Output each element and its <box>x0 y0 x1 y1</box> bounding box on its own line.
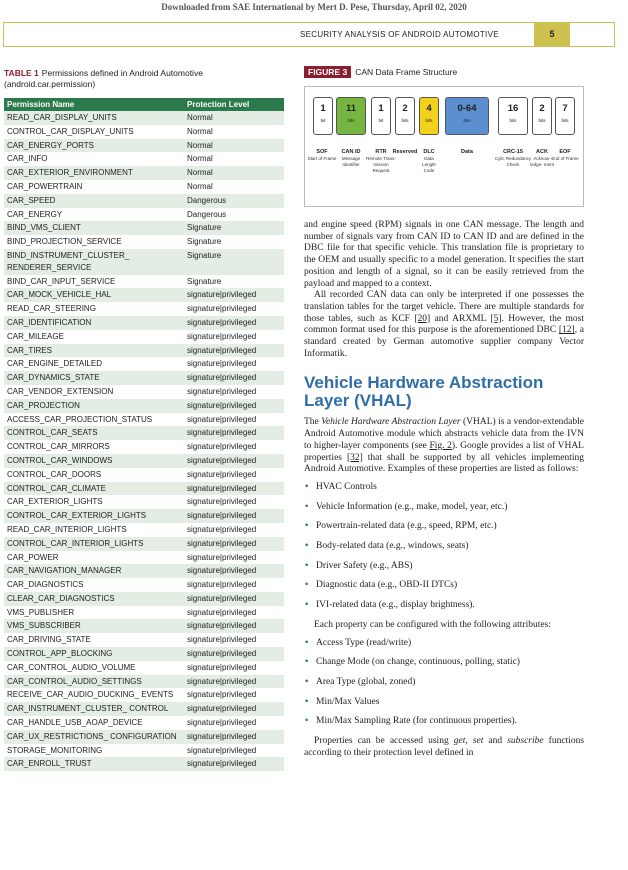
can-frame-diagram <box>304 86 584 207</box>
table-row <box>4 482 284 496</box>
table-row <box>4 592 284 606</box>
permission-name-cell: BIND_CAR_INPUT_SERVICE <box>4 275 184 289</box>
protection-level-cell: signature|privileged <box>184 357 284 371</box>
protection-level-cell: Normal <box>184 166 284 180</box>
text-span: (VHAL) is a vendor-extendable Android Automotive module which abstracts vehicle data from the IVN to higher-layer components (see <box>304 417 584 451</box>
list-item <box>304 600 584 612</box>
list-item-text: Powertrain-related data (e.g., speed, RPM, etc.) <box>316 521 497 532</box>
permission-name-cell: CAR_IDENTIFICATION <box>4 316 184 330</box>
bullet-icon: • <box>305 657 309 668</box>
can-field-name: CAN ID <box>341 149 361 155</box>
list-item-text: Diagnostic data (e.g., OBD-II DTCs) <box>316 580 458 591</box>
citation-link[interactable]: [12] <box>558 325 575 336</box>
text-column <box>304 220 584 760</box>
list-item <box>304 541 584 553</box>
protection-level-cell: signature|privileged <box>184 302 284 316</box>
can-field-description: Data Length Code <box>422 156 436 173</box>
table-row <box>4 139 284 153</box>
table-caption <box>4 68 274 90</box>
protection-level-cell: signature|privileged <box>184 316 284 330</box>
protection-level-cell: signature|privileged <box>184 468 284 482</box>
can-field-size: 16 <box>507 103 519 114</box>
permission-name-cell: CONTROL_APP_BLOCKING <box>4 647 184 661</box>
protection-level-cell: signature|privileged <box>184 344 284 358</box>
permission-name-cell: STORAGE_MONITORING <box>4 744 184 758</box>
table-body <box>4 111 284 771</box>
table-row <box>4 509 284 523</box>
text-span: that shall be supported by all vehicles implementing Android Automotive. Examples of these properties are listed as follows: <box>304 452 584 475</box>
paragraph-can-signals: and engine speed (RPM) signals in one CAN message. The length and number of signals vary from CAN ID to CAN ID and are defined in the DBC file for that specific vehicle. This translation file is proprietary to the OEM and usually specific to a model generation. It specifies the start position and length of a signal, so it can be easily retrieved from the payload and mapped to a context. <box>304 220 584 289</box>
permission-name-cell: CONTROL_CAR_DOORS <box>4 468 184 482</box>
table-row <box>4 647 284 661</box>
protection-level-cell: signature|privileged <box>184 482 284 496</box>
can-field-description: Remote Trans- mission Request <box>366 156 396 173</box>
emphasis-text: subscribe <box>507 736 544 747</box>
can-field-unit: bits <box>347 118 355 123</box>
can-field-unit: bits <box>463 118 471 123</box>
permission-name-cell: CAR_DIAGNOSTICS <box>4 578 184 592</box>
can-field-box <box>395 97 415 135</box>
table-row <box>4 716 284 730</box>
figure-caption-text: CAN Data Frame Structure <box>355 67 458 77</box>
can-field-box <box>532 97 552 135</box>
permission-name-cell: CAR_INFO <box>4 152 184 166</box>
protection-level-cell: signature|privileged <box>184 730 284 744</box>
bullet-icon: • <box>305 696 309 707</box>
can-field-description: Cylic Redundancy Check <box>494 156 532 167</box>
table-header-row <box>4 98 284 111</box>
permission-name-cell: CAR_ENERGY <box>4 208 184 222</box>
can-field-size: 2 <box>402 103 408 114</box>
protection-level-cell: Signature <box>184 249 284 275</box>
list-item <box>304 502 584 514</box>
can-field-box <box>419 97 439 135</box>
protection-level-cell: signature|privileged <box>184 675 284 689</box>
list-item <box>304 657 584 669</box>
protection-level-cell: signature|privileged <box>184 385 284 399</box>
text-span: , a standard created by German automotive supplier company Vector Informatik. <box>304 325 585 359</box>
can-field-unit: bits <box>538 118 546 123</box>
can-field-label <box>334 149 368 168</box>
permission-name-cell: BIND_PROJECTION_SERVICE <box>4 235 184 249</box>
table-row <box>4 468 284 482</box>
table-row <box>4 275 284 289</box>
permission-name-cell: CAR_POWERTRAIN <box>4 180 184 194</box>
vhal-property-examples-list <box>304 482 584 612</box>
can-field-size: 7 <box>562 103 568 114</box>
protection-level-cell: signature|privileged <box>184 551 284 565</box>
can-field-label <box>391 149 419 156</box>
section-heading-vhal: Vehicle Hardware Abstraction Layer (VHAL) <box>304 373 544 411</box>
list-item <box>304 677 584 689</box>
list-item <box>304 561 584 573</box>
paragraph-attributes: Each property can be configured with the following attributes: <box>314 619 551 630</box>
table-row <box>4 578 284 592</box>
protection-level-cell: signature|privileged <box>184 592 284 606</box>
permission-name-cell: CAR_PROJECTION <box>4 399 184 413</box>
permission-name-cell: CAR_DRIVING_STATE <box>4 633 184 647</box>
table-row <box>4 111 284 125</box>
permission-name-cell: CLEAR_CAR_DIAGNOSTICS <box>4 592 184 606</box>
protection-level-cell: Normal <box>184 180 284 194</box>
citation-link[interactable]: [5] <box>490 313 502 324</box>
protection-level-cell: signature|privileged <box>184 702 284 716</box>
permission-name-cell: CAR_VENDOR_EXTENSION <box>4 385 184 399</box>
protection-level-cell: Signature <box>184 235 284 249</box>
list-item <box>304 482 584 494</box>
text-span: ). Google provides a list of VHAL properties <box>304 440 584 463</box>
download-notice: Downloaded from SAE International by Mert D. Pese, Thursday, April 02, 2020 <box>161 2 467 12</box>
protection-level-cell: signature|privileged <box>184 509 284 523</box>
permission-name-cell: CAR_MILEAGE <box>4 330 184 344</box>
permission-name-cell: CAR_UX_RESTRICTIONS_ CONFIGURATION <box>4 730 184 744</box>
table-row <box>4 702 284 716</box>
table-row <box>4 249 284 275</box>
table-row <box>4 619 284 633</box>
protection-level-cell: signature|privileged <box>184 523 284 537</box>
list-item <box>304 697 584 709</box>
table-row <box>4 413 284 427</box>
permission-name-cell: CAR_POWER <box>4 551 184 565</box>
table-row <box>4 371 284 385</box>
bullet-icon: • <box>305 521 309 532</box>
permission-name-cell: CAR_ENERGY_PORTS <box>4 139 184 153</box>
figure-label: FIGURE 3 <box>304 66 351 78</box>
paragraph-translation-tables <box>304 290 584 360</box>
column-header-protection-level: Protection Level <box>184 98 284 111</box>
table-row <box>4 330 284 344</box>
permission-name-cell: CONTROL_CAR_SEATS <box>4 426 184 440</box>
table-row <box>4 194 284 208</box>
figure-link[interactable]: Fig. 2 <box>429 440 452 451</box>
protection-level-cell: signature|privileged <box>184 288 284 302</box>
list-item <box>304 716 584 728</box>
table-row <box>4 288 284 302</box>
table-row <box>4 180 284 194</box>
property-attributes-list <box>304 638 584 729</box>
can-field-box <box>555 97 575 135</box>
can-field-size: 1 <box>378 103 384 114</box>
table-row <box>4 152 284 166</box>
can-field-box <box>445 97 489 135</box>
can-field-name: RTR <box>375 149 387 155</box>
protection-level-cell: signature|privileged <box>184 371 284 385</box>
can-field-size: 1 <box>320 103 326 114</box>
permission-name-cell: VMS_PUBLISHER <box>4 606 184 620</box>
page-number: 5 <box>534 22 570 47</box>
list-item-text: Change Mode (on change, continuous, polling, static) <box>316 657 520 668</box>
running-head: SECURITY ANALYSIS OF ANDROID AUTOMOTIVE <box>300 30 499 39</box>
protection-level-cell: signature|privileged <box>184 757 284 771</box>
protection-level-cell: signature|privileged <box>184 399 284 413</box>
can-field-label <box>551 149 579 162</box>
permission-name-cell: CAR_HANDLE_USB_AOAP_DEVICE <box>4 716 184 730</box>
table-row <box>4 302 284 316</box>
table-row <box>4 564 284 578</box>
bullet-icon: • <box>305 637 309 648</box>
text-span: All recorded CAN data can only be interpreted if one possesses the translation tables for the target vehicle. There are multiple standards for those tables, such as KCF <box>304 290 584 324</box>
can-field-name: ACK <box>536 149 548 155</box>
can-field-box <box>313 97 333 135</box>
table-row <box>4 166 284 180</box>
can-field-name: DLC <box>423 149 435 155</box>
table-row <box>4 454 284 468</box>
can-field-unit: bit <box>320 118 326 123</box>
protection-level-cell: signature|privileged <box>184 578 284 592</box>
can-field-name: EOF <box>559 149 571 155</box>
can-field-size: 11 <box>345 103 357 114</box>
table-row <box>4 344 284 358</box>
table-row <box>4 221 284 235</box>
list-item-text: Area Type (global, zoned) <box>316 676 416 687</box>
permission-name-cell: CAR_ENROLL_TRUST <box>4 757 184 771</box>
can-field-size: 2 <box>539 103 545 114</box>
table-row <box>4 730 284 744</box>
can-field-description: End of Frame <box>551 156 579 161</box>
protection-level-cell: signature|privileged <box>184 606 284 620</box>
permission-name-cell: CONTROL_CAR_MIRRORS <box>4 440 184 454</box>
list-item <box>304 638 584 650</box>
protection-level-cell: signature|privileged <box>184 454 284 468</box>
permission-name-cell: CONTROL_CAR_INTERIOR_LIGHTS <box>4 537 184 551</box>
table-row <box>4 235 284 249</box>
bullet-icon: • <box>305 481 309 492</box>
can-field-box <box>336 97 366 135</box>
table-row <box>4 537 284 551</box>
permission-name-cell: CAR_ENGINE_DETAILED <box>4 357 184 371</box>
table-row <box>4 675 284 689</box>
protection-level-cell: Dangerous <box>184 194 284 208</box>
list-item <box>304 580 584 592</box>
bullet-icon: • <box>305 676 309 687</box>
text-span: . However, the most common format used for this purpose is the aforementioned DBC <box>304 313 584 336</box>
bullet-icon: • <box>305 580 309 591</box>
permission-name-cell: BIND_VMS_CLIENT <box>4 221 184 235</box>
can-field-description: Acknow- ledge- ment <box>530 156 554 167</box>
protection-level-cell: signature|privileged <box>184 440 284 454</box>
protection-level-cell: signature|privileged <box>184 495 284 509</box>
table-row <box>4 757 284 771</box>
protection-level-cell: signature|privileged <box>184 564 284 578</box>
list-item-text: Vehicle Information (e.g., make, model, year, etc.) <box>316 501 508 512</box>
can-field-unit: bits <box>425 118 433 123</box>
table-row <box>4 551 284 565</box>
list-item <box>304 521 584 533</box>
permission-name-cell: CONTROL_CAR_DISPLAY_UNITS <box>4 125 184 139</box>
can-field-box <box>498 97 528 135</box>
protection-level-cell: signature|privileged <box>184 688 284 702</box>
table-row <box>4 661 284 675</box>
bullet-icon: • <box>305 600 309 611</box>
text-span: and ARXML <box>430 313 491 324</box>
protection-level-cell: Signature <box>184 221 284 235</box>
can-field-box <box>371 97 391 135</box>
permission-name-cell: ACCESS_CAR_PROJECTION_STATUS <box>4 413 184 427</box>
protection-level-cell: Normal <box>184 152 284 166</box>
protection-level-cell: signature|privileged <box>184 633 284 647</box>
permission-name-cell: READ_CAR_STEERING <box>4 302 184 316</box>
permission-name-cell: CAR_EXTERIOR_LIGHTS <box>4 495 184 509</box>
list-item-text: Driver Safety (e.g., ABS) <box>316 560 413 571</box>
can-field-unit: bits <box>401 118 409 123</box>
can-field-name: Reserved <box>392 149 418 155</box>
list-item-text: HVAC Controls <box>316 481 377 492</box>
table-row <box>4 633 284 647</box>
permission-name-cell: VMS_SUBSCRIBER <box>4 619 184 633</box>
text-span: , <box>465 736 473 747</box>
list-item-text: Min/Max Values <box>316 696 380 707</box>
citation-link[interactable]: [20] <box>414 313 431 324</box>
protection-level-cell: signature|privileged <box>184 330 284 344</box>
permission-name-cell: CAR_INSTRUMENT_CLUSTER_ CONTROL <box>4 702 184 716</box>
permissions-table <box>4 98 284 771</box>
can-field-name: Data <box>461 149 473 155</box>
bullet-icon: • <box>305 560 309 571</box>
emphasis-text: get <box>453 736 466 747</box>
table-row <box>4 399 284 413</box>
paragraph-access <box>304 736 584 759</box>
paragraph-vhal-intro <box>304 417 584 476</box>
can-field-unit: bit <box>378 118 384 123</box>
can-field-size: 4 <box>426 103 432 114</box>
can-field-description: Start of Frame <box>307 156 337 161</box>
can-field-unit: bits <box>509 118 517 123</box>
protection-level-cell: signature|privileged <box>184 716 284 730</box>
protection-level-cell: signature|privileged <box>184 413 284 427</box>
permission-name-cell: CAR_CONTROL_AUDIO_VOLUME <box>4 661 184 675</box>
table-row <box>4 523 284 537</box>
table-row <box>4 744 284 758</box>
bullet-icon: • <box>305 716 309 727</box>
protection-level-cell: Signature <box>184 275 284 289</box>
table-label: TABLE 1 <box>4 68 39 78</box>
permission-name-cell: READ_CAR_DISPLAY_UNITS <box>4 111 184 125</box>
permission-name-cell: RECEIVE_CAR_AUDIO_DUCKING_ EVENTS <box>4 688 184 702</box>
protection-level-cell: signature|privileged <box>184 744 284 758</box>
emphasis-text: set <box>472 736 484 747</box>
text-span: The <box>304 417 322 428</box>
protection-level-cell: Normal <box>184 111 284 125</box>
protection-level-cell: signature|privileged <box>184 647 284 661</box>
table-row <box>4 606 284 620</box>
table-row <box>4 385 284 399</box>
permission-name-cell: CAR_NAVIGATION_MANAGER <box>4 564 184 578</box>
permission-name-cell: CONTROL_CAR_CLIMATE <box>4 482 184 496</box>
permission-name-cell: CAR_CONTROL_AUDIO_SETTINGS <box>4 675 184 689</box>
table-row <box>4 495 284 509</box>
table-row <box>4 208 284 222</box>
text-span: functions according to their protection level defined in <box>304 736 585 758</box>
protection-level-cell: Normal <box>184 139 284 153</box>
table-row <box>4 316 284 330</box>
can-field-unit: bits <box>561 118 569 123</box>
citation-link[interactable]: [32] <box>346 452 363 463</box>
list-item-text: Body-related data (e.g., windows, seats) <box>316 541 469 552</box>
can-field-description: Message Identifier <box>341 156 361 167</box>
can-field-size: 0-64 <box>457 103 477 114</box>
protection-level-cell: signature|privileged <box>184 661 284 675</box>
column-header-permission-name: Permission Name <box>4 98 184 111</box>
can-field-name: SOF <box>316 149 328 155</box>
table-row <box>4 440 284 454</box>
table-row <box>4 125 284 139</box>
table-row <box>4 357 284 371</box>
table-row <box>4 688 284 702</box>
bullet-icon: • <box>305 541 309 552</box>
list-item-text: Min/Max Sampling Rate (for continuous properties). <box>316 716 518 727</box>
text-span: Properties can be accessed using <box>314 736 454 747</box>
can-field-name: CRC-15 <box>503 149 523 155</box>
permission-name-cell: CONTROL_CAR_EXTERIOR_LIGHTS <box>4 509 184 523</box>
permission-name-cell: CAR_EXTERIOR_ENVIRONMENT <box>4 166 184 180</box>
protection-level-cell: Dangerous <box>184 208 284 222</box>
bullet-icon: • <box>305 501 309 512</box>
list-item-text: IVI-related data (e.g., display brightness). <box>316 600 475 611</box>
list-item-text: Access Type (read/write) <box>316 637 412 648</box>
protection-level-cell: signature|privileged <box>184 426 284 440</box>
permission-name-cell: CONTROL_CAR_WINDOWS <box>4 454 184 468</box>
protection-level-cell: Normal <box>184 125 284 139</box>
permission-name-cell: CAR_SPEED <box>4 194 184 208</box>
can-field-label <box>417 149 441 174</box>
permission-name-cell: BIND_INSTRUMENT_CLUSTER_ RENDERER_SERVICE <box>4 249 184 275</box>
permission-name-cell: CAR_TIRES <box>4 344 184 358</box>
permission-name-cell: CAR_DYNAMICS_STATE <box>4 371 184 385</box>
table-caption-text: Permissions defined in Android Automotive (android.car.permission) <box>4 68 203 89</box>
figure-caption <box>304 67 457 77</box>
can-field-label <box>307 149 337 162</box>
permission-name-cell: CAR_MOCK_VEHICLE_HAL <box>4 288 184 302</box>
protection-level-cell: signature|privileged <box>184 537 284 551</box>
can-field-label <box>452 149 482 156</box>
table-row <box>4 426 284 440</box>
permission-name-cell: READ_CAR_INTERIOR_LIGHTS <box>4 523 184 537</box>
protection-level-cell: signature|privileged <box>184 619 284 633</box>
emphasis-text: Vehicle Hardware Abstraction Layer <box>321 417 461 428</box>
text-span: and <box>483 736 508 747</box>
